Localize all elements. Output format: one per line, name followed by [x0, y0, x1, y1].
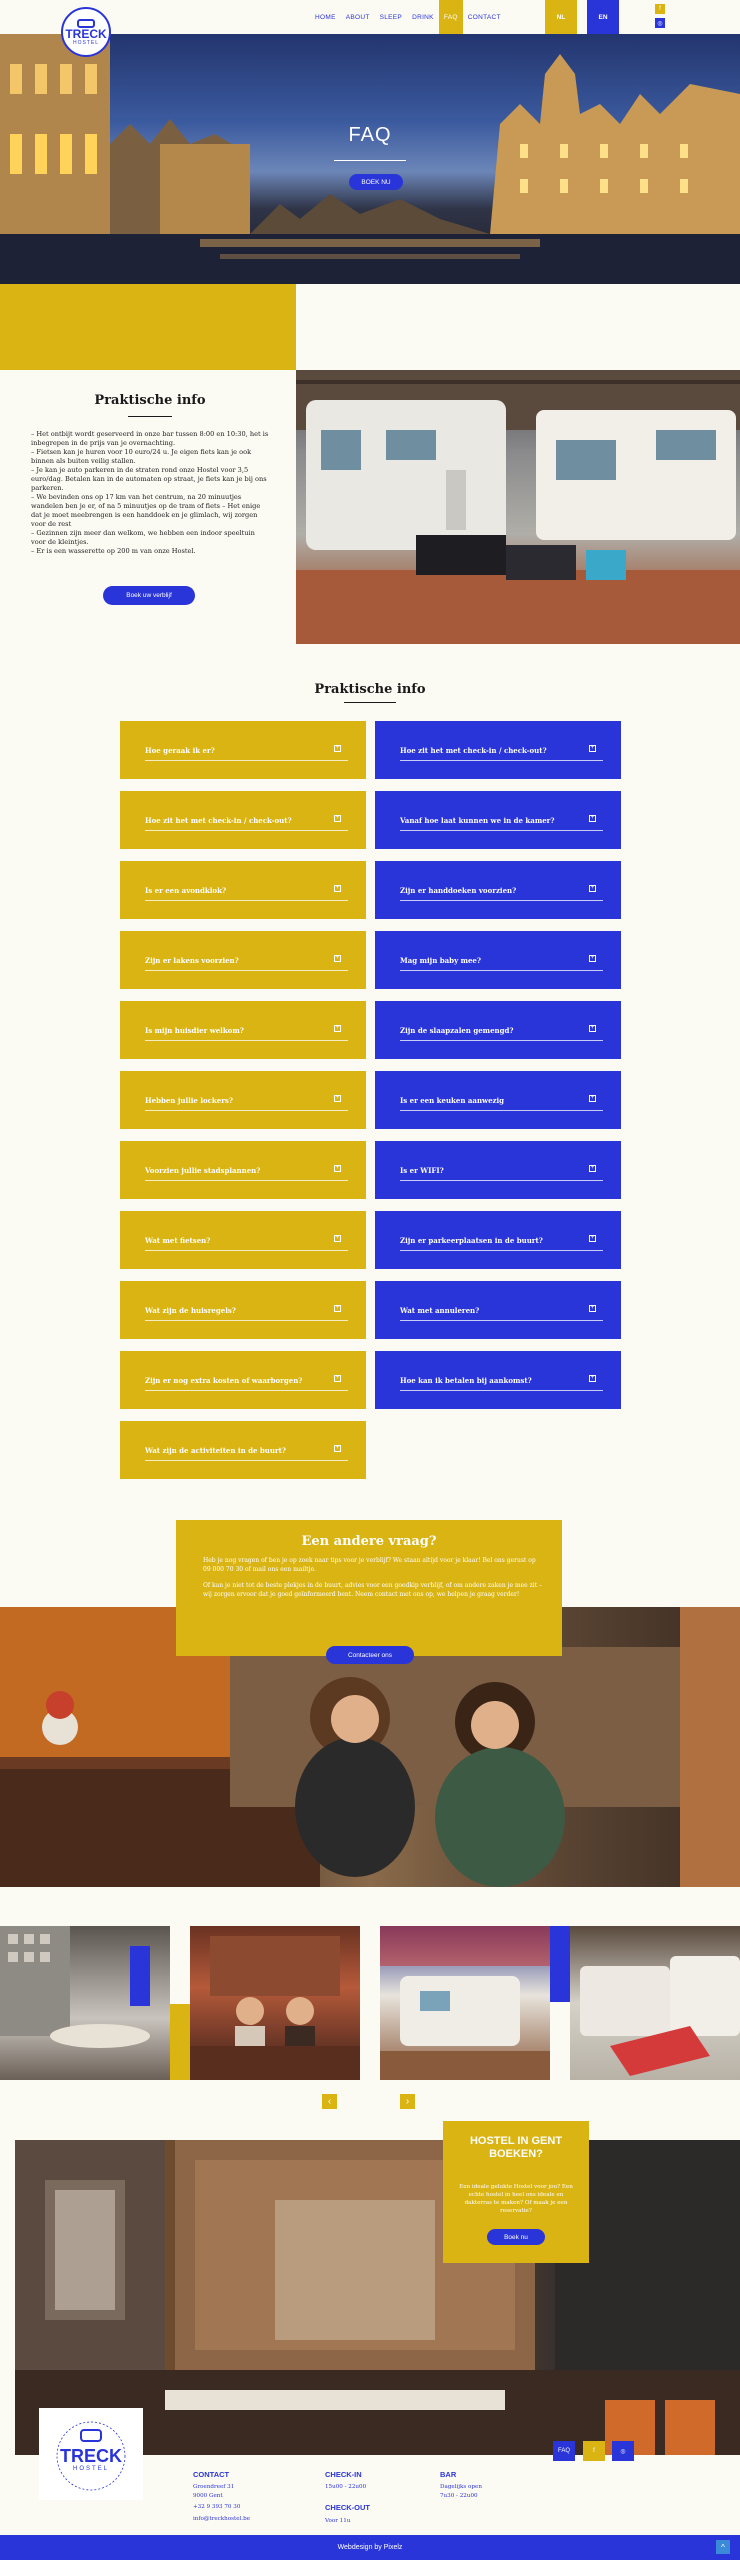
- expand-plus-icon[interactable]: +: [335, 885, 340, 891]
- faq-divider: [400, 1390, 603, 1391]
- faq-question: Zijn er handdoeken voorzien?: [400, 886, 517, 895]
- faq-question: Hoe zit het met check-in / check-out?: [145, 816, 292, 825]
- faq-item-left[interactable]: [120, 1421, 366, 1479]
- other-question-text: [203, 1557, 543, 1599]
- faq-question: Hoe kan ik betalen bij aankomst?: [400, 1376, 532, 1385]
- other-question-paragraph: Of kan je niet tot de beste plekjes in de buurt, advies voor een goedkip verblijf, of om andere zaken je mee zit – wij zorgen ervoor dat je goed geïnformeerd bent. Neem contact met ons op, we helpen je graag verder!: [203, 1582, 543, 1598]
- intro-line: – Je kan je auto parkeren in de straten rond onze Hostel voor 3,5 euro/dag. Betalen kan in de automaten op straat, je fiets kan je bij ons parkeren.: [31, 466, 267, 492]
- expand-plus-icon[interactable]: +: [590, 1165, 595, 1171]
- expand-plus-icon[interactable]: +: [335, 745, 340, 751]
- hero-banner: [0, 34, 740, 284]
- expand-plus-icon[interactable]: +: [590, 745, 595, 751]
- menu-item-contact[interactable]: CONTACT: [467, 13, 501, 21]
- footer-phone[interactable]: +32 9 393 70 30: [193, 2504, 241, 2510]
- footer-logo-name: TRECK: [60, 2446, 122, 2466]
- expand-plus-icon[interactable]: +: [590, 955, 595, 961]
- footer-faq-link[interactable]: FAQ: [553, 2441, 575, 2461]
- gallery-accent-yellow: [170, 2004, 190, 2080]
- footer-instagram-icon[interactable]: ◎: [612, 2441, 634, 2461]
- faq-item-right[interactable]: [375, 721, 621, 779]
- footer-facebook-icon[interactable]: f: [583, 2441, 605, 2461]
- intro-line: – We bevinden ons op 17 km van het centrum, na 20 minuutjes wandelen ben je er, of na 5 minuutjes op de tram of fiets – Het enige dat je moet meebrengen is een handdoek en je glimlach, wij zorgen voor de rest: [31, 493, 261, 528]
- hero-title: FAQ: [348, 124, 392, 146]
- main-menu: [310, 0, 506, 34]
- gallery-caravan-illustration: [380, 1926, 550, 2080]
- expand-plus-icon[interactable]: +: [590, 885, 595, 891]
- faq-item-right[interactable]: [375, 1351, 621, 1409]
- expand-plus-icon[interactable]: +: [590, 815, 595, 821]
- faq-divider: [145, 830, 348, 831]
- hostel-logo[interactable]: [61, 7, 111, 57]
- faq-question: Wat met fietsen?: [145, 1236, 211, 1245]
- gallery-accent-blue: [550, 1926, 570, 2002]
- gallery-next-arrow[interactable]: ›: [400, 2094, 415, 2109]
- faq-heading: Praktische info: [314, 682, 426, 697]
- faq-question: Zijn er nog extra kosten of waarborgen?: [145, 1376, 303, 1385]
- faq-divider: [145, 760, 348, 761]
- faq-question: Zijn er parkeerplaatsen in de buurt?: [400, 1236, 543, 1245]
- faq-divider: [145, 970, 348, 971]
- footer-logo-sub: HOSTEL: [72, 2466, 109, 2472]
- footer-contact-info: [193, 2483, 250, 2523]
- expand-plus-icon[interactable]: +: [590, 1025, 595, 1031]
- facebook-icon[interactable]: f: [655, 4, 665, 14]
- faq-divider: [400, 1040, 603, 1041]
- faq-divider: [145, 1320, 348, 1321]
- faq-heading-divider: [344, 702, 396, 703]
- faq-divider: [400, 1110, 603, 1111]
- faq-question: Zijn de slaapzalen gemengd?: [400, 1026, 514, 1035]
- caravan-illustration: [296, 370, 740, 644]
- faq-question: Zijn er lakens voorzien?: [145, 956, 239, 965]
- contact-us-button[interactable]: Contacteer ons: [326, 1646, 414, 1664]
- expand-plus-icon[interactable]: +: [590, 1235, 595, 1241]
- intro-text: [31, 430, 271, 556]
- menu-item-sleep[interactable]: SLEEP: [379, 13, 403, 21]
- expand-plus-icon[interactable]: +: [335, 1165, 340, 1171]
- expand-plus-icon[interactable]: +: [335, 1375, 340, 1381]
- faq-divider: [145, 1390, 348, 1391]
- faq-item-right[interactable]: [375, 1001, 621, 1059]
- footer-bar-line: 7u30 - 22u00: [440, 2492, 478, 2499]
- faq-item-left[interactable]: [120, 1351, 366, 1409]
- decor-yellow-block: [0, 284, 296, 370]
- hero-city-illustration: [0, 34, 740, 284]
- faq-question: Hoe zit het met check-in / check-out?: [400, 746, 547, 755]
- faq-question: Is er een avondklok?: [145, 886, 227, 895]
- faq-question: Is mijn huisdier welkom?: [145, 1026, 244, 1035]
- logo-name: TRECK: [65, 26, 107, 41]
- intro-line: – Gezinnen zijn meer dan welkom, we hebben een indoor speeltuin voor de kleintjes.: [31, 529, 255, 546]
- faq-item-right[interactable]: [375, 1141, 621, 1199]
- footer-contact-title: CONTACT: [193, 2470, 230, 2479]
- faq-divider: [400, 830, 603, 831]
- instagram-icon[interactable]: ◎: [655, 18, 665, 28]
- expand-plus-icon[interactable]: +: [335, 955, 340, 961]
- footer-email[interactable]: info@treckhostel.be: [193, 2515, 251, 2522]
- menu-item-drink[interactable]: DRINK: [412, 13, 434, 21]
- faq-question: Mag mijn baby mee?: [400, 956, 481, 965]
- faq-divider: [145, 1460, 348, 1461]
- footer-credit-bar: [0, 2535, 740, 2560]
- faq-item-left[interactable]: [120, 721, 366, 779]
- footer-checkin-hours: 15u00 - 22u00: [325, 2484, 367, 2490]
- faq-item-right[interactable]: [375, 1071, 621, 1129]
- intro-line: – Het ontbijt wordt geserveerd in onze bar tussen 8:00 en 10:30, het is inbegrepen in de prijs van je overnachting.: [31, 430, 269, 447]
- expand-plus-icon[interactable]: +: [335, 1445, 340, 1451]
- faq-question: Is er WIFI?: [400, 1166, 444, 1175]
- faq-item-left[interactable]: [120, 1071, 366, 1129]
- faq-item-right[interactable]: [375, 1211, 621, 1269]
- footer-logo[interactable]: [39, 2408, 143, 2500]
- menu-item-home[interactable]: HOME: [315, 13, 336, 21]
- expand-plus-icon[interactable]: +: [335, 1305, 340, 1311]
- faq-divider: [145, 1110, 348, 1111]
- hero-divider: [334, 160, 406, 161]
- faq-item-left[interactable]: [120, 1281, 366, 1339]
- expand-plus-icon[interactable]: +: [590, 1375, 595, 1381]
- faq-divider: [145, 1040, 348, 1041]
- faq-divider: [145, 1180, 348, 1181]
- footer-bar-title: BAR: [440, 2470, 457, 2479]
- footer-checkout-title: CHECK-OUT: [325, 2503, 370, 2512]
- faq-question: Hoe geraak ik er?: [145, 746, 215, 755]
- faq-question: Wat met annuleren?: [400, 1306, 480, 1315]
- gallery-prev-arrow[interactable]: ‹: [322, 2094, 337, 2109]
- intro-photo-caravan: [296, 370, 740, 644]
- intro-title: Praktische info: [94, 393, 206, 408]
- expand-plus-icon[interactable]: +: [335, 1235, 340, 1241]
- other-question-title: Een andere vraag?: [301, 1534, 437, 1549]
- expand-plus-icon[interactable]: +: [335, 1095, 340, 1101]
- faq-question: Wat zijn de huisregels?: [145, 1306, 236, 1315]
- faq-divider: [400, 1250, 603, 1251]
- menu-item-about[interactable]: ABOUT: [345, 13, 370, 21]
- footer-credit[interactable]: Webdesign by Pixelz: [337, 2544, 403, 2551]
- faq-item-left[interactable]: [120, 791, 366, 849]
- booking-text: Een ideale gelukte Hostel voor jou? Een echte hostel in heel ons ideale en dakterras te maken? Of maak je een reservatie?: [459, 2184, 573, 2214]
- faq-question: Voorzien jullie stadsplannen?: [145, 1166, 261, 1175]
- menu-item-faq[interactable]: FAQ: [439, 0, 463, 34]
- expand-plus-icon[interactable]: +: [335, 1025, 340, 1031]
- gallery-lounge-illustration: [570, 1926, 740, 2080]
- gallery-wall-illustration: [0, 1926, 170, 2080]
- gallery-image-caravan[interactable]: [380, 1926, 550, 2080]
- expand-plus-icon[interactable]: +: [335, 815, 340, 821]
- footer-address-street: Groendreef 31: [193, 2484, 235, 2490]
- gallery-image-wall[interactable]: [0, 1926, 170, 2080]
- top-navigation: [0, 0, 740, 46]
- faq-divider: [145, 1250, 348, 1251]
- language-nl[interactable]: NL: [545, 0, 577, 34]
- faq-divider: [400, 900, 603, 901]
- faq-item-right[interactable]: [375, 791, 621, 849]
- intro-divider: [128, 416, 172, 417]
- expand-plus-icon[interactable]: +: [590, 1305, 595, 1311]
- faq-item-left[interactable]: [120, 861, 366, 919]
- intro-line: – Er is een wasserette op 200 m van onze Hostel.: [31, 547, 196, 555]
- faq-question: Wat zijn de activiteiten in de buurt?: [145, 1446, 286, 1455]
- gallery-image-lounge[interactable]: [570, 1926, 740, 2080]
- booking-button[interactable]: Boek nu: [487, 2229, 545, 2245]
- gallery-image-bar[interactable]: [190, 1926, 360, 2080]
- faq-item-right[interactable]: [375, 861, 621, 919]
- footer-bar-hours: [440, 2483, 482, 2500]
- expand-plus-icon[interactable]: +: [590, 1095, 595, 1101]
- faq-item-right[interactable]: [375, 931, 621, 989]
- logo-sub: HOSTEL: [72, 39, 99, 46]
- faq-question: Is er een keuken aanwezig: [400, 1096, 505, 1105]
- faq-item-left[interactable]: [120, 1141, 366, 1199]
- gallery-bar-illustration: [190, 1926, 360, 2080]
- footer-address-city: 9000 Gent: [193, 2492, 223, 2499]
- booking-title: HOSTEL IN GENT BOEKEN?: [469, 2135, 563, 2160]
- footer-checkin-title: CHECK-IN: [325, 2470, 362, 2479]
- footer-checkout-hours: Voor 11u: [325, 2518, 351, 2524]
- faq-question: Vanaf hoe laat kunnen we in de kamer?: [400, 816, 555, 825]
- other-question-box: [176, 1520, 562, 1656]
- faq-divider: [400, 1180, 603, 1181]
- faq-divider: [400, 1320, 603, 1321]
- faq-item-left[interactable]: [120, 931, 366, 989]
- faq-divider: [400, 970, 603, 971]
- faq-divider: [145, 900, 348, 901]
- book-stay-button[interactable]: Boek uw verblijf: [103, 586, 195, 605]
- booking-box: [443, 2121, 589, 2263]
- intro-line: – Fietsen kan je huren voor 10 euro/24 u. Je eigen fiets kan je ook binnen als buiten veilig stallen.: [31, 448, 252, 465]
- faq-question: Hebben jullie lockers?: [145, 1096, 233, 1105]
- faq-item-left[interactable]: [120, 1211, 366, 1269]
- language-en[interactable]: EN: [587, 0, 619, 34]
- footer-bar-line: Dagelijks open: [440, 2484, 482, 2490]
- scroll-to-top-icon[interactable]: ^: [716, 2540, 730, 2554]
- faq-item-left[interactable]: [120, 1001, 366, 1059]
- other-question-paragraph: Heb je nog vragen of ben je op zoek naar tips voor je verblijf? We staan altijd voor je klaar! Bel ons gerust op 09 000 70 30 of mail ons een mailtje.: [203, 1557, 536, 1573]
- faq-item-right[interactable]: [375, 1281, 621, 1339]
- faq-divider: [400, 760, 603, 761]
- hero-book-button[interactable]: BOEK NU: [349, 174, 403, 190]
